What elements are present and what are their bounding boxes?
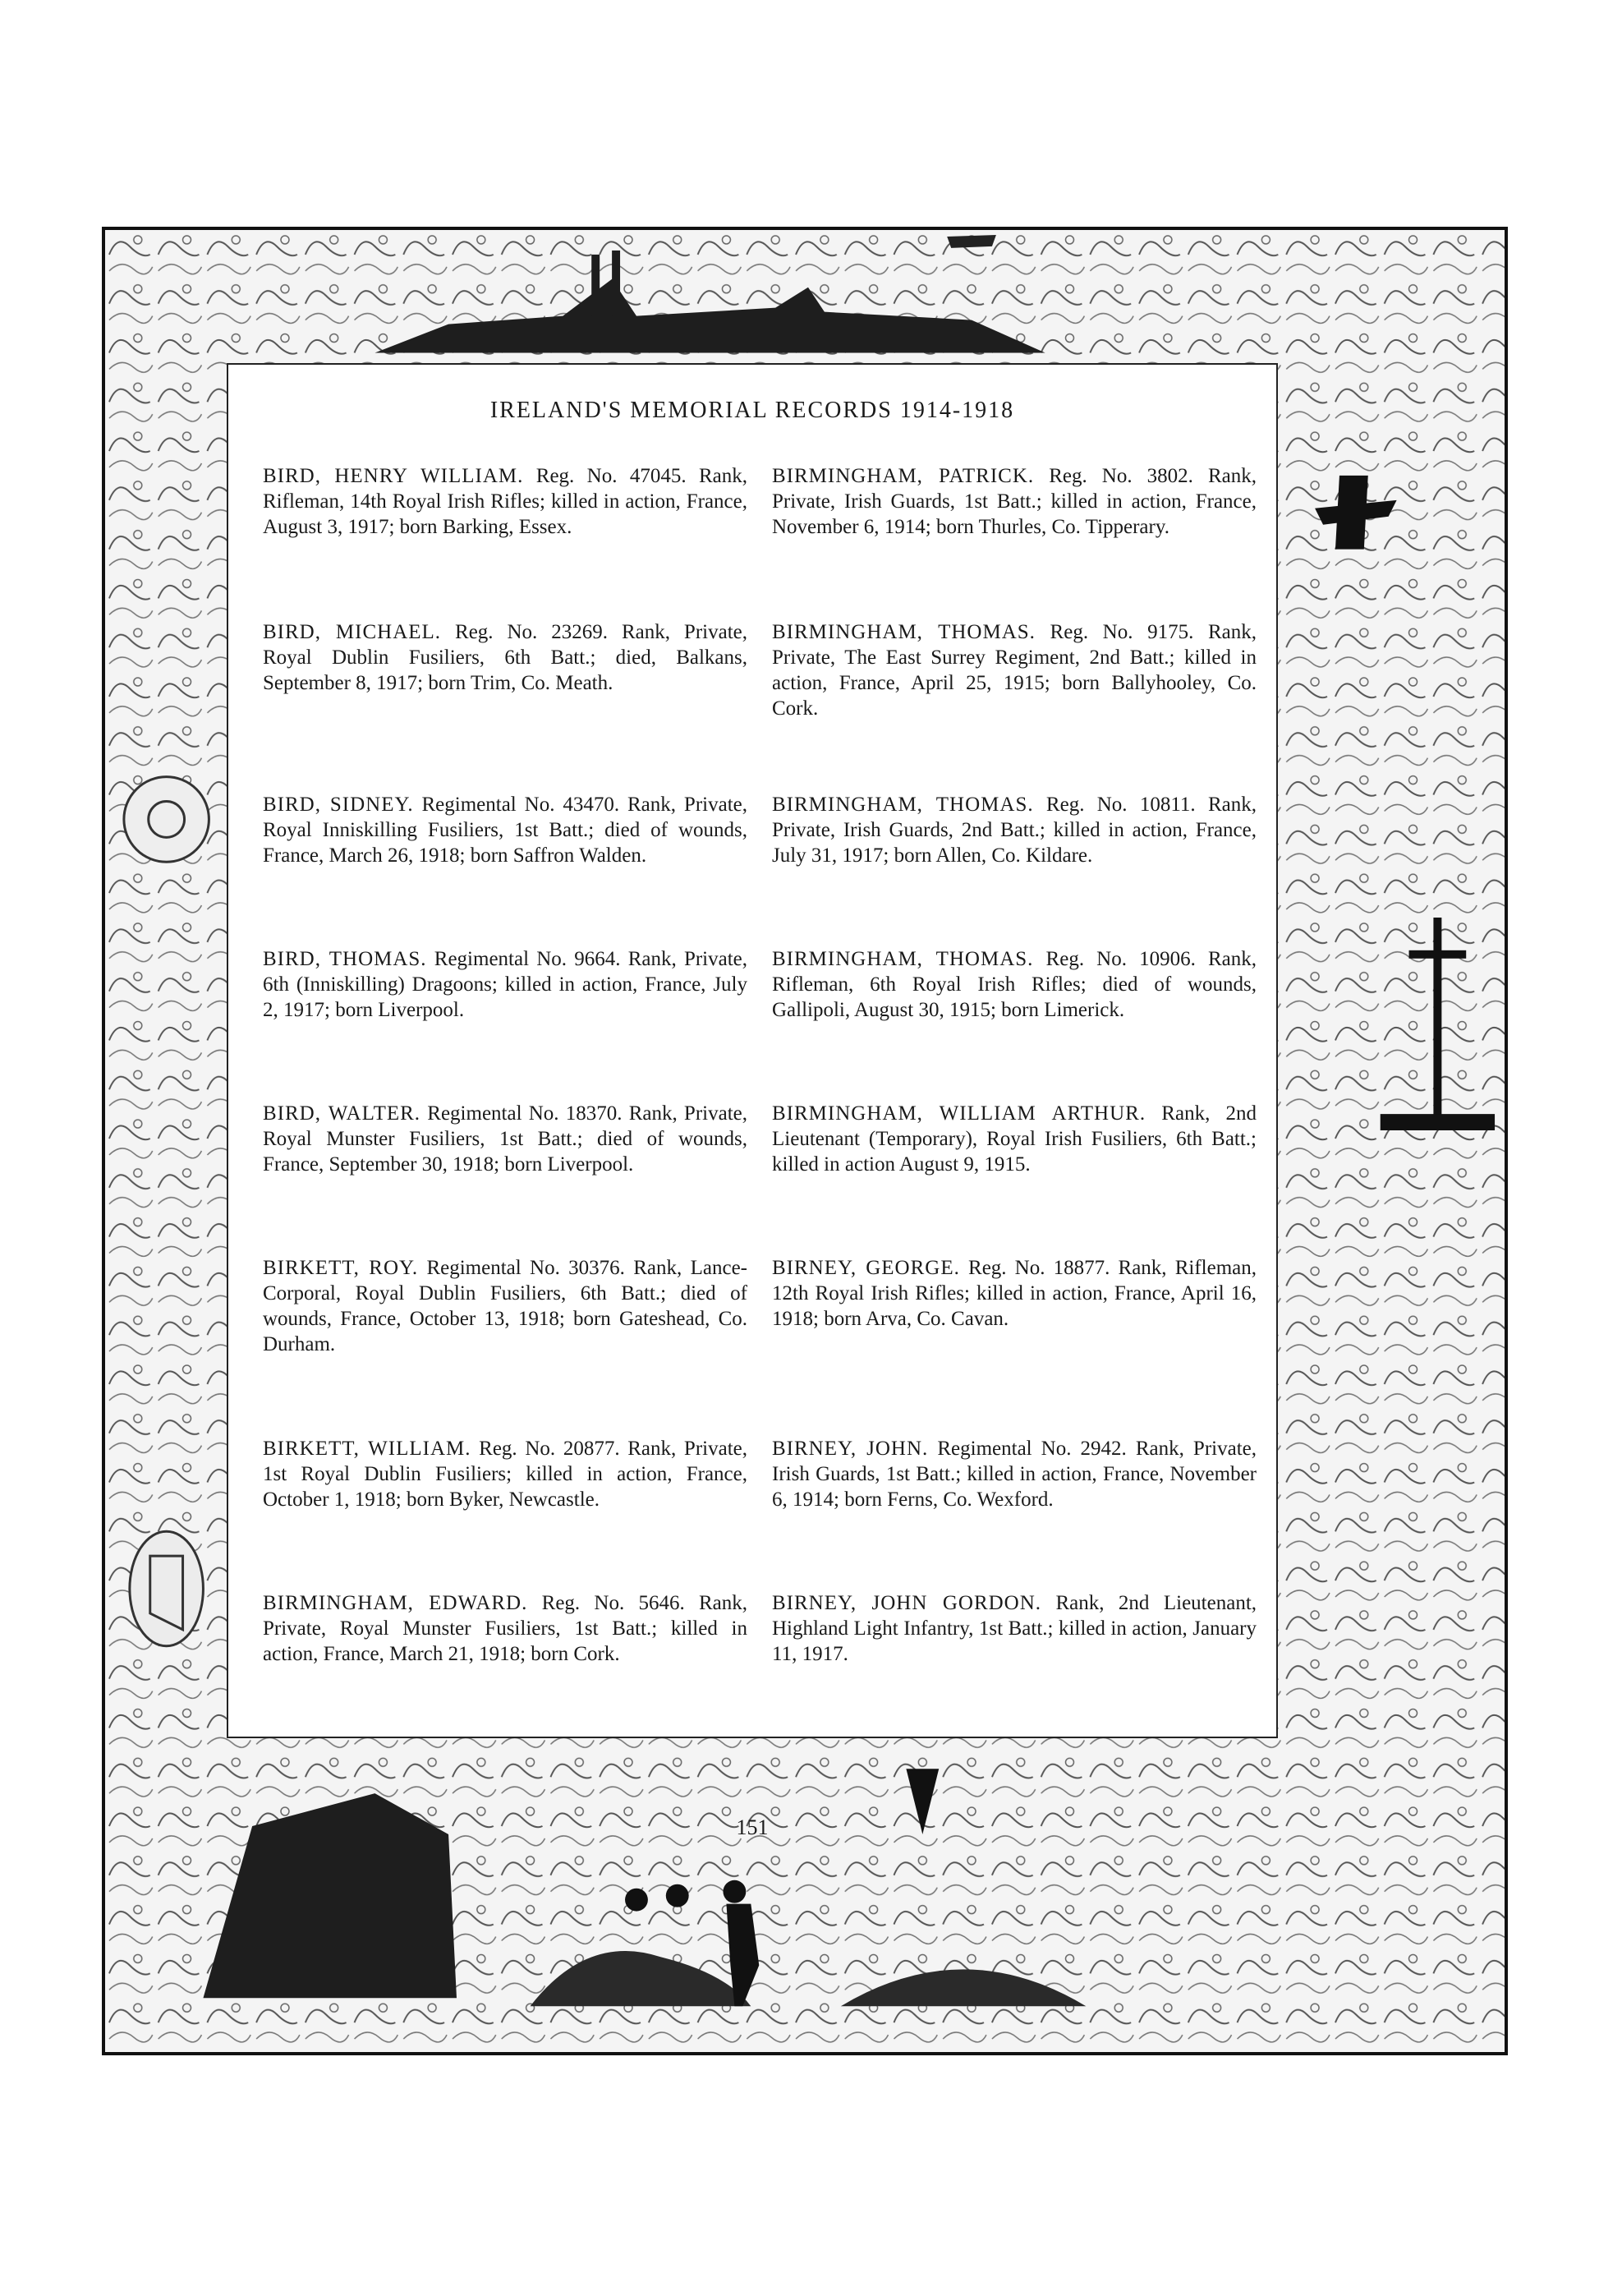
record-details: Regimental No. 30376. Rank, Lance-Corporal, Royal Dublin Fusiliers, 6th Batt.; died of wounds, France, October 13, 1918; born Gateshead, Co. Durham. [263, 1257, 747, 1355]
record-details: Reg. No. 10906. Rank, Rifleman, 6th Royal Irish Rifles; died of wounds, Gallipoli, August 30, 1915; born Limerick. [772, 948, 1257, 1021]
record-name: BIRNEY, JOHN GORDON. [772, 1592, 1042, 1614]
record-details: Rank, 2nd Lieutenant (Temporary), Royal Irish Fusiliers, 6th Batt.; killed in action August 9, 1915. [772, 1102, 1257, 1176]
record-details: Reg. No. 18877. Rank, Rifleman, 12th Royal Irish Rifles; killed in action, France, April 16, 1918; born Arva, Co. Cavan. [772, 1257, 1257, 1330]
record-entry [772, 792, 1257, 868]
record-name: BIRD, SIDNEY. [263, 794, 414, 816]
record-entry [263, 1436, 747, 1512]
page-header: IRELAND'S MEMORIAL RECORDS 1914-1918 [489, 398, 1015, 423]
record-name: BIRMINGHAM, WILLIAM ARTHUR. [772, 1102, 1146, 1125]
record-details: Rank, 2nd Lieutenant, Highland Light Infantry, 1st Batt.; killed in action, January 11, 1917. [772, 1592, 1257, 1665]
record-name: BIRMINGHAM, THOMAS. [772, 948, 1034, 970]
record-entry [263, 463, 747, 540]
record-entry [772, 463, 1257, 540]
record-entry [772, 1101, 1257, 1177]
record-details: Regimental No. 43470. Rank, Private, Royal Inniskilling Fusiliers, 1st Batt.; died of wounds, France, March 26, 1918; born Saffron Walden. [263, 794, 747, 867]
record-entry [772, 946, 1257, 1023]
regimental-star-badge [124, 777, 209, 863]
content-panel [227, 363, 1278, 1839]
record-name: BIRD, HENRY WILLIAM. [263, 465, 524, 487]
record-entry [772, 1255, 1257, 1332]
record-name: BIRD, MICHAEL. [263, 621, 442, 643]
record-details: Reg. No. 10811. Rank, Private, Irish Guards, 2nd Batt.; killed in action, France, July 31, 1917; born Allen, Co. Kildare. [772, 794, 1257, 867]
record-details: Reg. No. 3802. Rank, Private, Irish Guards, 1st Batt.; killed in action, France, November 6, 1914; born Thurles, Co. Tipperary. [772, 465, 1257, 538]
record-name: BIRKETT, ROY. [263, 1257, 419, 1279]
record-entry [772, 1436, 1257, 1512]
record-details: Reg. No. 47045. Rank, Rifleman, 14th Royal Irish Rifles; killed in action, France, August 3, 1917; born Barking, Essex. [263, 465, 747, 538]
record-name: BIRNEY, GEORGE. [772, 1257, 960, 1279]
record-entry [772, 619, 1257, 721]
record-entry [263, 1590, 747, 1667]
record-name: BIRMINGHAM, THOMAS. [772, 794, 1034, 816]
record-name: BIRD, WALTER. [263, 1102, 421, 1125]
record-entry [263, 792, 747, 868]
record-details: Reg. No. 23269. Rank, Private, Royal Dublin Fusiliers, 6th Batt.; died, Balkans, September 8, 1917; born Trim, Co. Meath. [263, 621, 747, 694]
harp-crest-badge [130, 1531, 204, 1645]
decorative-border-frame [102, 227, 1508, 2055]
record-details: Reg. No. 9175. Rank, Private, The East Surrey Regiment, 2nd Batt.; killed in action, France, April 25, 1915; born Ballyhooley, Co. Cork. [772, 621, 1257, 720]
record-details: Regimental No. 9664. Rank, Private, 6th (Inniskilling) Dragoons; killed in action, France, July 2, 1917; born Liverpool. [263, 948, 748, 1021]
record-name: BIRMINGHAM, THOMAS. [772, 621, 1036, 643]
record-details: Regimental No. 18370. Rank, Private, Royal Munster Fusiliers, 1st Batt.; died of wounds, France, September 30, 1918; born Liverpool. [263, 1102, 747, 1176]
page-number: 151 [736, 1815, 769, 1839]
record-name: BIRNEY, JOHN. [772, 1438, 929, 1460]
record-entry [263, 1101, 747, 1177]
record-details: Regimental No. 2942. Rank, Private, Irish Guards, 1st Batt.; killed in action, France, November 6, 1914; born Ferns, Co. Wexford. [772, 1438, 1257, 1511]
record-entry [772, 1590, 1257, 1667]
record-entry [263, 946, 747, 1023]
record-entry [263, 619, 747, 696]
record-entry [263, 1255, 747, 1357]
record-details: Reg. No. 5646. Rank, Private, Royal Munster Fusiliers, 1st Batt.; killed in action, France, March 21, 1918; born Cork. [263, 1592, 748, 1665]
record-name: BIRD, THOMAS. [263, 948, 427, 970]
memorial-cross [1433, 918, 1441, 1122]
record-name: BIRMINGHAM, PATRICK. [772, 465, 1035, 487]
record-details: Reg. No. 20877. Rank, Private, 1st Royal Dublin Fusiliers; killed in action, France, October 1, 1918; born Byker, Newcastle. [263, 1438, 747, 1511]
record-name: BIRKETT, WILLIAM. [263, 1438, 471, 1460]
record-name: BIRMINGHAM, EDWARD. [263, 1592, 528, 1614]
